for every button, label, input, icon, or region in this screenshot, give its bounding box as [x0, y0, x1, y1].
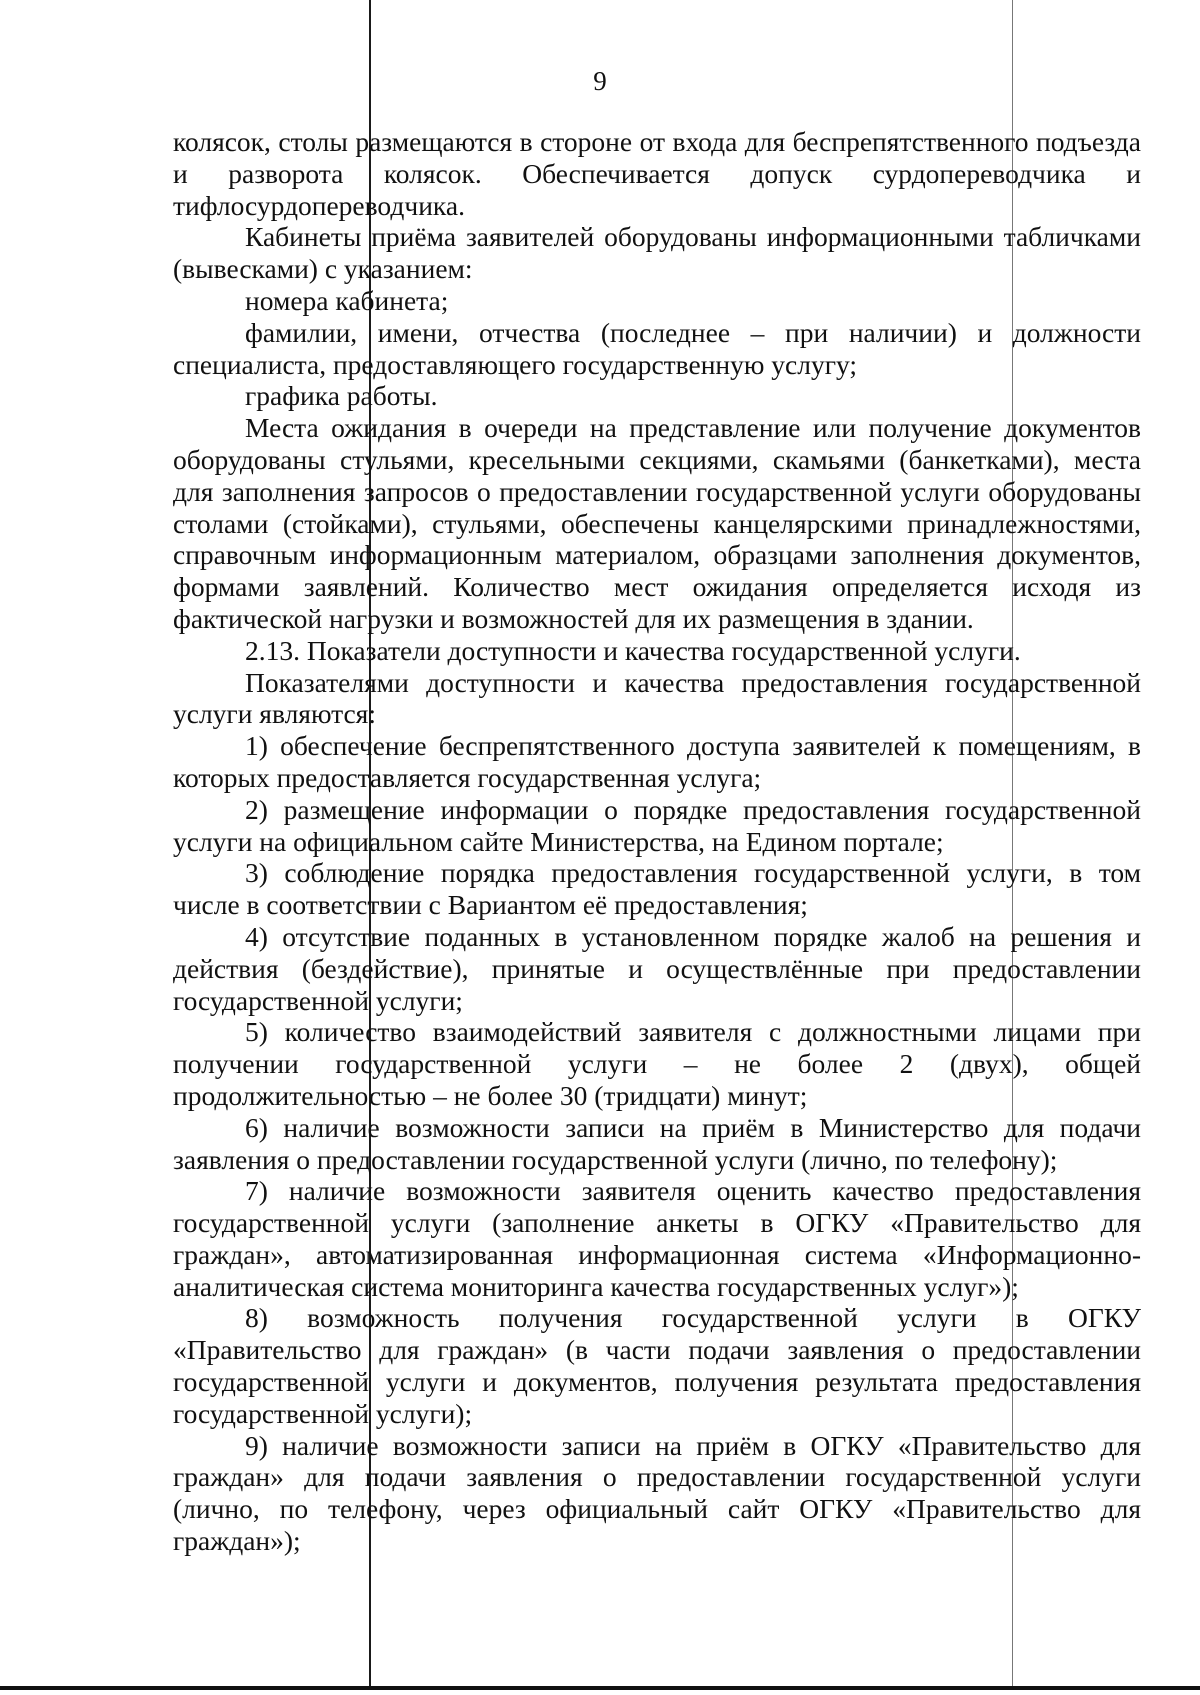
list-item: 8) возможность получения государственной услуги в ОГКУ «Правительство для граждан» (в части подачи заявления о предоставлении государственной услуги и документов, получения результата предоставления государственной услуги);	[173, 1302, 1141, 1429]
list-item: 5) количество взаимодействий заявителя с должностными лицами при получении государственной услуги – не более 2 (двух), общей продолжительностью – не более 30 (тридцати) минут;	[173, 1016, 1141, 1111]
paragraph: фамилии, имени, отчества (последнее – при наличии) и должности специалиста, предоставляющего государственную услугу;	[173, 316, 1141, 380]
section-heading: 2.13. Показатели доступности и качества государственной услуги.	[245, 634, 1021, 666]
list-item: 6) наличие возможности записи на приём в Министерство для подачи заявления о предоставлении государственной услуги (лично, по телефону);	[173, 1111, 1141, 1175]
scan-artifact-edge	[0, 1686, 1200, 1690]
paragraph: Кабинеты приёма заявителей оборудованы информационными табличками (вывесками) с указанием:	[173, 221, 1141, 285]
list-item: 1) обеспечение беспрепятственного доступа заявителей к помещениям, в которых предоставляется государственная услуга;	[173, 730, 1141, 793]
list-item: 9) наличие возможности записи на приём в ОГКУ «Правительство для граждан» для подачи заявления о предоставлении государственной услуги (лично, по телефону, через официальный сайт ОГКУ «Правительство для граждан»);	[173, 1429, 1141, 1557]
document-body	[173, 126, 1141, 1557]
paragraph: графика работы.	[245, 380, 438, 412]
paragraph: колясок, столы размещаются в стороне от входа для беспрепятственного подъезда и разворота колясок. Обеспечивается допуск сурдопереводчика и тифлосурдопереводчика.	[173, 126, 1141, 221]
list-item: 7) наличие возможности заявителя оценить качество предоставления государственной услуги (заполнение анкеты в ОГКУ «Правительство для граждан», автоматизированная информационная система «Информационно-аналитическая система мониторинга качества государственных услуг»);	[173, 1175, 1141, 1302]
paragraph: Места ожидания в очереди на представление или получение документов оборудованы стульями, кресельными секциями, скамьями (банкетками), места для заполнения запросов о предоставлении государственной услуги оборудованы столами (стойками), стульями, обеспечены канцелярскими принадлежностями, справочным информационным материалом, образцами заполнения документов, формами заявлений. Количество мест ожидания определяется исходя из фактической нагрузки и возможностей для их размещения в здании.	[173, 412, 1141, 634]
list-item: 3) соблюдение порядка предоставления государственной услуги, в том числе в соответствии с Вариантом её предоставления;	[173, 857, 1141, 921]
page-number: 9	[593, 66, 607, 96]
paragraph: Показателями доступности и качества предоставления государственной услуги являются:	[173, 666, 1141, 730]
list-item: 4) отсутствие поданных в установленном порядке жалоб на решения и действия (бездействие), принятые и осуществлённые при предоставлении государственной услуги;	[173, 920, 1141, 1016]
paragraph: номера кабинета;	[245, 284, 449, 316]
list-item: 2) размещение информации о порядке предоставления государственной услуги на официальном сайте Министерства, на Едином портале;	[173, 793, 1141, 857]
